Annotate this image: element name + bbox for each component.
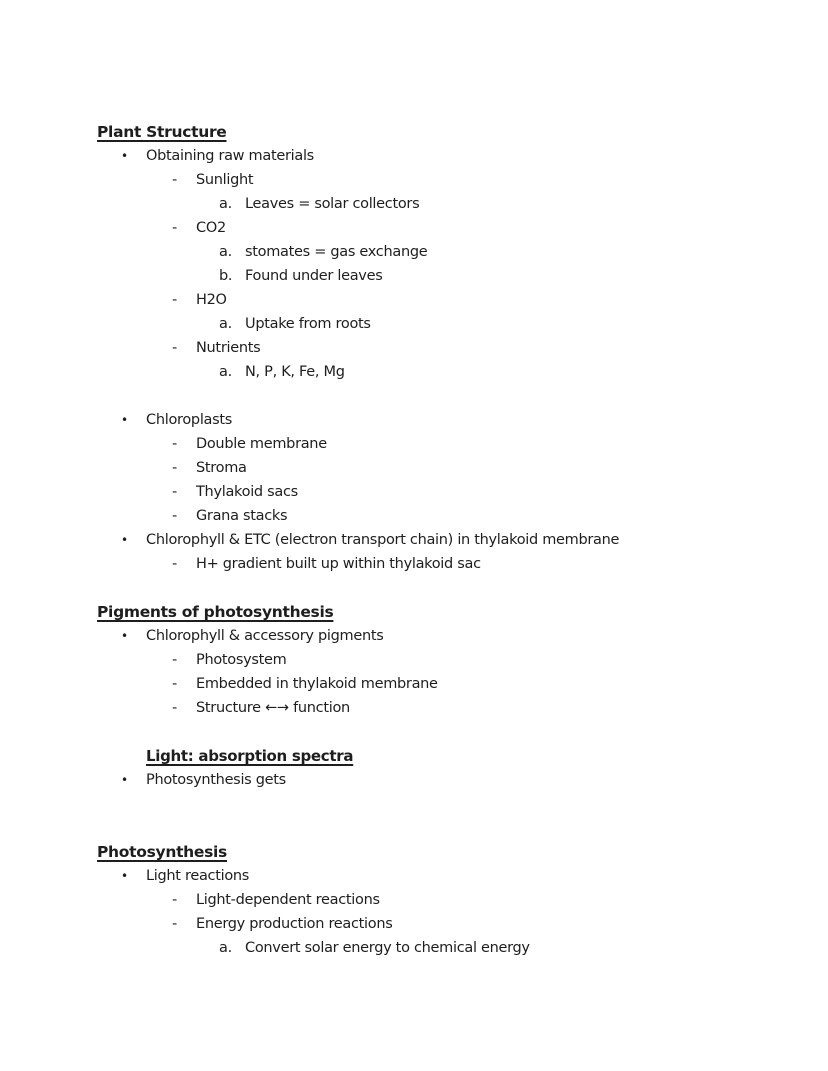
dash-marker: -	[172, 652, 177, 668]
note-line	[0, 912, 828, 936]
letter-marker: a.	[219, 196, 232, 212]
subheading-light-absorption-spectra	[0, 744, 828, 768]
note-line	[0, 312, 828, 336]
note-text: Convert solar energy to chemical energy	[245, 940, 530, 956]
heading-text: Pigments of photosynthesis	[97, 603, 334, 621]
note-text: Photosystem	[196, 652, 287, 668]
bullet-marker: •	[121, 413, 128, 427]
blank-line	[0, 384, 828, 408]
note-text: Chlorophyll & accessory pigments	[146, 628, 384, 644]
dash-marker: -	[172, 916, 177, 932]
note-text: Double membrane	[196, 436, 327, 452]
dash-marker: -	[172, 556, 177, 572]
note-text: Leaves = solar collectors	[245, 196, 420, 212]
note-line	[0, 264, 828, 288]
dash-marker: -	[172, 220, 177, 236]
note-text: Structure ←→ function	[196, 700, 350, 716]
dash-marker: -	[172, 892, 177, 908]
note-line	[0, 456, 828, 480]
note-line	[0, 888, 828, 912]
heading-text: Photosynthesis	[97, 843, 227, 861]
note-line	[0, 288, 828, 312]
note-line	[0, 504, 828, 528]
note-line	[0, 192, 828, 216]
note-text: Chlorophyll & ETC (electron transport chain) in thylakoid membrane	[146, 532, 620, 548]
note-line	[0, 480, 828, 504]
note-line	[0, 408, 828, 432]
note-line	[0, 936, 828, 960]
note-line	[0, 168, 828, 192]
note-text: stomates = gas exchange	[245, 244, 428, 260]
heading-text: Plant Structure	[97, 123, 227, 141]
dash-marker: -	[172, 700, 177, 716]
note-text: Light-dependent reactions	[196, 892, 380, 908]
bullet-marker: •	[121, 629, 128, 643]
note-line	[0, 624, 828, 648]
dash-marker: -	[172, 508, 177, 524]
note-line	[0, 864, 828, 888]
note-text: N, P, K, Fe, Mg	[245, 364, 345, 380]
letter-marker: a.	[219, 364, 232, 380]
letter-marker: b.	[219, 268, 233, 284]
note-line	[0, 336, 828, 360]
section-heading-photosynthesis	[0, 840, 828, 864]
blank-line	[0, 576, 828, 600]
note-text: CO2	[196, 220, 226, 236]
section-heading-plant-structure	[0, 120, 828, 144]
dash-marker: -	[172, 292, 177, 308]
section-heading-pigments	[0, 600, 828, 624]
bullet-marker: •	[121, 869, 128, 883]
note-text: Found under leaves	[245, 268, 383, 284]
bullet-marker: •	[121, 533, 128, 547]
note-text: Energy production reactions	[196, 916, 393, 932]
dash-marker: -	[172, 172, 177, 188]
note-text: Uptake from roots	[245, 316, 371, 332]
note-line	[0, 528, 828, 552]
note-line	[0, 144, 828, 168]
note-line	[0, 552, 828, 576]
note-line	[0, 696, 828, 720]
note-text: Stroma	[196, 460, 247, 476]
note-text: Embedded in thylakoid membrane	[196, 676, 438, 692]
dash-marker: -	[172, 340, 177, 356]
note-text: Grana stacks	[196, 508, 288, 524]
bullet-marker: •	[121, 149, 128, 163]
note-line	[0, 216, 828, 240]
note-text: H+ gradient built up within thylakoid sac	[196, 556, 481, 572]
note-line	[0, 360, 828, 384]
letter-marker: a.	[219, 940, 232, 956]
dash-marker: -	[172, 484, 177, 500]
bullet-marker: •	[121, 773, 128, 787]
dash-marker: -	[172, 460, 177, 476]
dash-marker: -	[172, 676, 177, 692]
note-line	[0, 768, 828, 792]
note-line	[0, 672, 828, 696]
note-text: Nutrients	[196, 340, 261, 356]
note-text: Light reactions	[146, 868, 250, 884]
dash-marker: -	[172, 436, 177, 452]
blank-line	[0, 720, 828, 744]
letter-marker: a.	[219, 244, 232, 260]
subheading-text: Light: absorption spectra	[146, 747, 354, 765]
blank-lines	[0, 792, 828, 840]
letter-marker: a.	[219, 316, 232, 332]
note-line	[0, 240, 828, 264]
note-line	[0, 648, 828, 672]
note-text: Sunlight	[196, 172, 254, 188]
note-text: Obtaining raw materials	[146, 148, 314, 164]
note-text: H2O	[196, 292, 227, 308]
note-text: Thylakoid sacs	[196, 484, 298, 500]
note-text: Photosynthesis gets	[146, 772, 286, 788]
note-text: Chloroplasts	[146, 412, 233, 428]
note-line	[0, 432, 828, 456]
